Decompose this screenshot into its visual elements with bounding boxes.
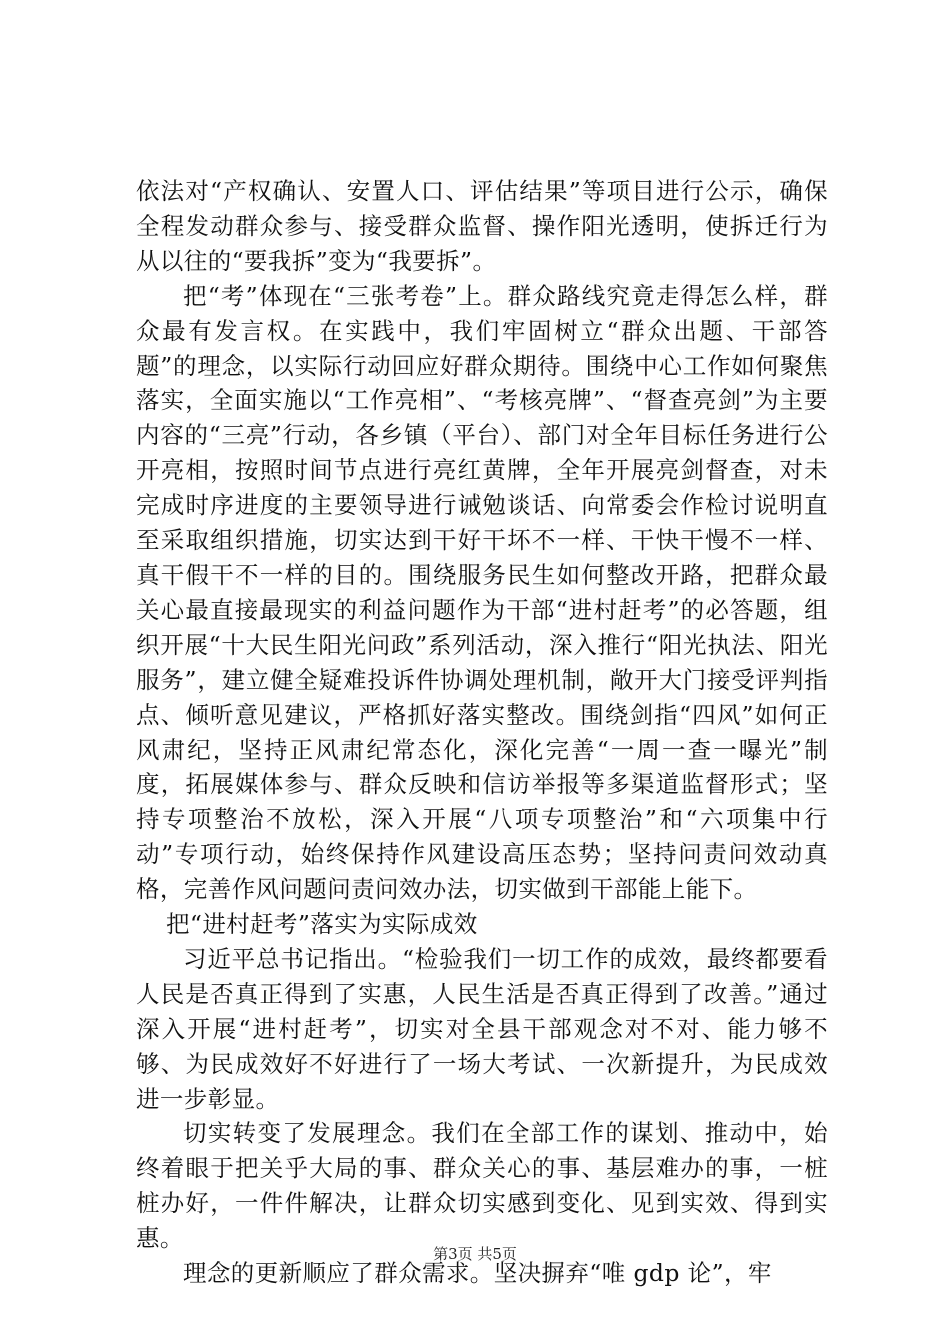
- page-footer: 第3页 共5页: [433, 1245, 517, 1263]
- paragraph-three-exams: 把“考”体现在“三张考卷”上。群众路线究竟走得怎么样，群众最有发言权。在实践中，我们牢固树立“群众出题、干部答题”的理念，以实际行动回应好群众期待。围绕中心工作如何聚焦落实，全面实施以“工作亮相”、“考核亮牌”、“督查亮剑”为主要内容的“三亮”行动，各乡镇（平台）、部门对全年目标任务进行公开亮相，按照时间节点进行亮红黄牌，全年开展亮剑督查，对未完成时序进度的主要领导进行诫勉谈话、向常委会作检讨说明直至采取组织措施，切实达到干好干坏不一样、干快干慢不一样、真干假干不一样的目的。围绕服务民生如何整改开路，把群众最关心最直接最现实的利益问题作为干部“进村赶考”的必答题，组织开展“十大民生阳光问政”系列活动，深入推行“阳光执法、阳光服务”，建立健全疑难投诉件协调处理机制，敞开大门接受评判指点、倾听意见建议，严格抓好落实整改。围绕剑指“四风”如何正风肃纪，坚持正风肃纪常态化，深化完善“一周一查一曝光”制度，拓展媒体参与、群众反映和信访举报等多渠道监督形式；坚持专项整治不放松，深入开展“八项专项整治”和“六项集中行动”专项行动，始终保持作风建设高压态势；坚持问责问效动真格，完善作风问题问责问效办法，切实做到干部能上能下。: [136, 281, 828, 904]
- paragraph-concept-update: 理念的更新顺应了群众需求。坚决摒弃“唯 gdp 论”，牢: [183, 1259, 772, 1288]
- paragraph-xi-quote: 习近平总书记指出。“检验我们一切工作的成效，最终都要看人民是否真正得到了实惠，人民生活是否真正得到了改善。”通过深入开展“进村赶考”，切实对全县干部观念对不对、能力够不够、为民成效好不好进行了一场大考试、一次新提升，为民成效进一步彰显。: [136, 944, 828, 1113]
- paragraph-continuation: 依法对“产权确认、安置人口、评估结果”等项目进行公示，确保全程发动群众参与、接受群众监督、操作阳光透明，使拆迁行为从以往的“要我拆”变为“我要拆”。: [136, 177, 828, 275]
- paragraph-development-concept: 切实转变了发展理念。我们在全部工作的谋划、推动中，始终着眼于把关乎大局的事、群众关心的事、基层难办的事，一桩桩办好，一件件解决，让群众切实感到变化、见到实效、得到实惠。: [136, 1119, 828, 1253]
- document-body: [136, 174, 828, 1291]
- section-heading: 把“进村赶考”落实为实际成效: [166, 910, 478, 939]
